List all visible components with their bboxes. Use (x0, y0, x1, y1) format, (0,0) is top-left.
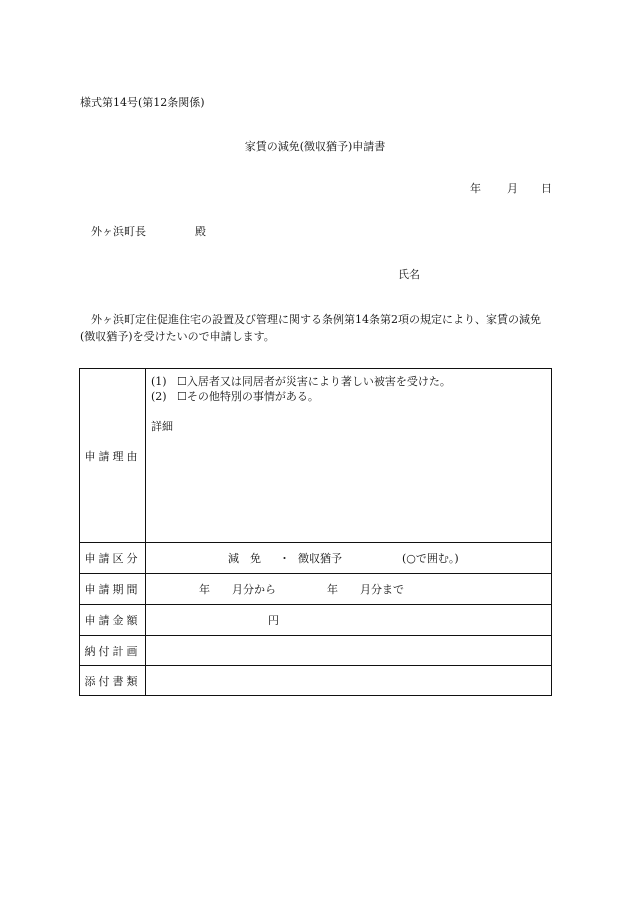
amount-label: 申請金額 (80, 605, 146, 636)
payment-plan-label: 納付計画 (80, 636, 146, 666)
period-label: 申請期間 (80, 574, 146, 605)
category-field[interactable] (146, 543, 552, 574)
date-month-label: 月 (507, 182, 518, 195)
category-separator: ・ (279, 552, 290, 565)
application-statement: 外ヶ浜町定住促進住宅の設置及び管理に関する条例第14条第2項の規定により、家賃の減免(徴収猶予)を受けたいので申請します。 (80, 313, 541, 343)
addressee: 外ヶ浜町長 (91, 225, 146, 238)
period-end-month: 月分まで (360, 583, 404, 596)
reason-detail-label: 詳細 (151, 420, 173, 433)
date-year-label: 年 (470, 182, 481, 195)
reason-row (80, 369, 552, 543)
application-table (79, 368, 552, 696)
attachments-row (80, 666, 552, 696)
date-day-label: 日 (541, 182, 552, 195)
period-field[interactable] (146, 574, 552, 605)
honorific: 殿 (195, 225, 206, 238)
amount-row (80, 605, 552, 636)
attachments-label: 添付書類 (80, 666, 146, 696)
attachments-field[interactable] (146, 666, 552, 696)
applicant-name-label: 氏名 (398, 268, 420, 281)
period-end-year: 年 (327, 583, 338, 596)
reason-option2-number: (2) (151, 390, 167, 403)
period-start-month: 月分から (232, 583, 276, 596)
reason-option2[interactable]: ☐その他特別の事情がある。 (177, 390, 319, 403)
category-label: 申請区分 (80, 543, 146, 574)
form-number: 様式第14号(第12条関係) (80, 96, 205, 109)
amount-unit: 円 (268, 614, 279, 627)
category-option-deferral[interactable]: 徴収猶予 (298, 552, 342, 565)
amount-field[interactable] (146, 605, 552, 636)
reason-label: 申請理由 (80, 369, 146, 543)
category-row (80, 543, 552, 574)
reason-option1-number: (1) (151, 375, 167, 388)
payment-plan-field[interactable] (146, 636, 552, 666)
period-row (80, 574, 552, 605)
reason-option1[interactable]: ☐入居者又は同居者が災害により著しい被害を受けた。 (177, 375, 451, 388)
period-start-year: 年 (199, 583, 210, 596)
category-option-exemption[interactable]: 減 免 (228, 552, 261, 565)
document-title: 家賃の減免(徴収猶予)申請書 (244, 140, 386, 153)
reason-field[interactable] (146, 369, 552, 543)
category-note: (○で囲む。) (402, 552, 459, 565)
payment-plan-row (80, 636, 552, 666)
